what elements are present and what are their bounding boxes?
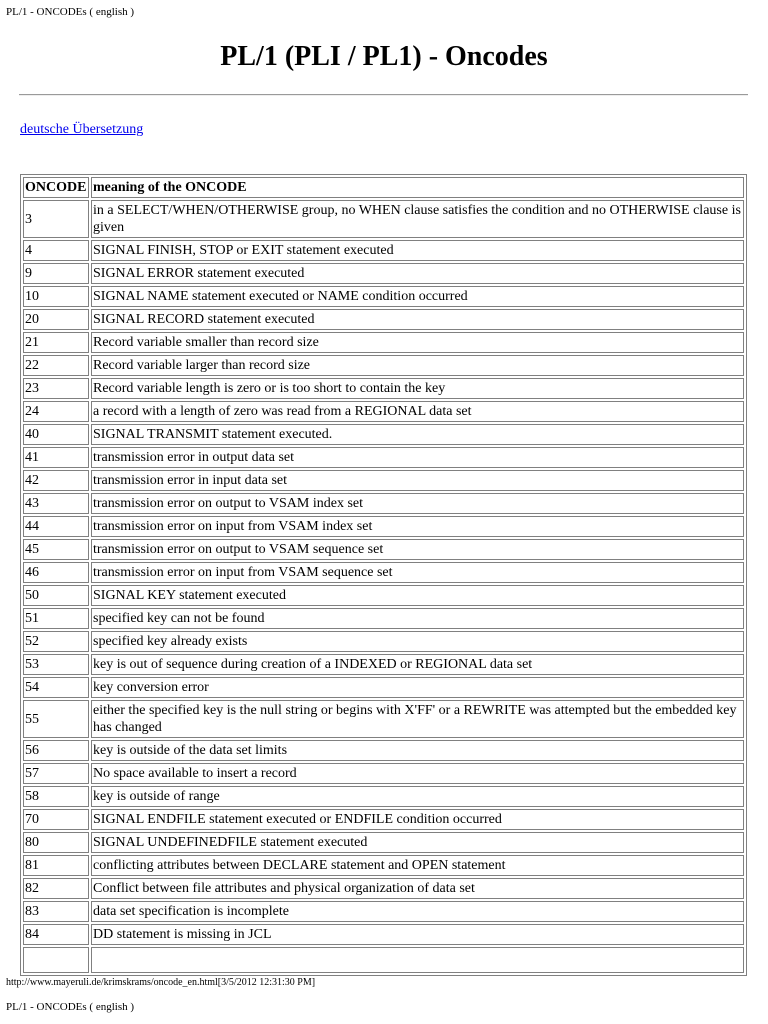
- page-title: PL/1 (PLI / PL1) - Oncodes: [220, 41, 548, 72]
- table-row: [23, 470, 744, 491]
- oncode-cell: 23: [23, 378, 89, 399]
- oncode-cell: 83: [23, 901, 89, 922]
- meaning-cell: No space available to insert a record: [91, 763, 744, 784]
- table-row: [23, 493, 744, 514]
- table-row: [23, 332, 744, 353]
- meaning-cell: SIGNAL RECORD statement executed: [91, 309, 744, 330]
- print-footer-title: PL/1 - ONCODEs ( english ): [6, 1001, 135, 1013]
- oncode-cell: 54: [23, 677, 89, 698]
- table-row: [23, 286, 744, 307]
- oncode-cell: 58: [23, 786, 89, 807]
- oncode-cell: 46: [23, 562, 89, 583]
- oncode-cell: 20: [23, 309, 89, 330]
- meaning-cell: key is outside of the data set limits: [91, 740, 744, 761]
- table-row: [23, 878, 744, 899]
- meaning-cell: either the specified key is the null string or begins with X'FF' or a REWRITE was attempted but the embedded key has changed: [91, 700, 744, 738]
- header-oncode: ONCODE: [23, 177, 89, 198]
- table-row: [23, 447, 744, 468]
- oncode-cell: 3: [23, 200, 89, 238]
- oncode-cell: 41: [23, 447, 89, 468]
- meaning-cell: Conflict between file attributes and physical organization of data set: [91, 878, 744, 899]
- table-row: [23, 424, 744, 445]
- meaning-cell: transmission error on input from VSAM index set: [91, 516, 744, 537]
- table-row: [23, 378, 744, 399]
- meaning-cell: transmission error on output to VSAM index set: [91, 493, 744, 514]
- oncode-cell: 4: [23, 240, 89, 261]
- meaning-cell: in a SELECT/WHEN/OTHERWISE group, no WHEN clause satisfies the condition and no OTHERWISE clause is given: [91, 200, 744, 238]
- horizontal-rule: [19, 94, 748, 96]
- oncode-cell: 43: [23, 493, 89, 514]
- oncode-cell: 82: [23, 878, 89, 899]
- table-row: [23, 240, 744, 261]
- oncode-cell: 50: [23, 585, 89, 606]
- oncode-cell: 10: [23, 286, 89, 307]
- table-row: [23, 585, 744, 606]
- meaning-cell: transmission error in input data set: [91, 470, 744, 491]
- meaning-cell: specified key can not be found: [91, 608, 744, 629]
- oncode-cell: 55: [23, 700, 89, 738]
- table-row: [23, 263, 744, 284]
- table-row: [23, 355, 744, 376]
- table-row: [23, 608, 744, 629]
- print-footer-url: http://www.mayeruli.de/krimskrams/oncode_en.html[3/5/2012 12:31:30 PM]: [6, 977, 316, 988]
- meaning-cell: SIGNAL UNDEFINEDFILE statement executed: [91, 832, 744, 853]
- meaning-cell: SIGNAL TRANSMIT statement executed.: [91, 424, 744, 445]
- print-header: PL/1 - ONCODEs ( english ): [6, 6, 135, 18]
- table-row: [23, 516, 744, 537]
- meaning-cell: a record with a length of zero was read from a REGIONAL data set: [91, 401, 744, 422]
- oncode-cell: 57: [23, 763, 89, 784]
- meaning-cell: transmission error in output data set: [91, 447, 744, 468]
- oncode-cell: 21: [23, 332, 89, 353]
- table-row: [23, 901, 744, 922]
- meaning-cell: transmission error on output to VSAM sequence set: [91, 539, 744, 560]
- header-meaning: meaning of the ONCODE: [91, 177, 744, 198]
- table-row: [23, 654, 744, 675]
- oncode-cell: 44: [23, 516, 89, 537]
- table-row: [23, 855, 744, 876]
- oncode-cell: 84: [23, 924, 89, 945]
- table-row: [23, 809, 744, 830]
- table-row: [23, 740, 744, 761]
- oncode-cell: 70: [23, 809, 89, 830]
- table-row: [23, 631, 744, 652]
- table-row: [23, 677, 744, 698]
- meaning-cell: key is out of sequence during creation of a INDEXED or REGIONAL data set: [91, 654, 744, 675]
- table-body: [23, 200, 744, 973]
- table-row-empty: [23, 947, 744, 973]
- table-row: [23, 763, 744, 784]
- table-row: [23, 832, 744, 853]
- meaning-cell: data set specification is incomplete: [91, 901, 744, 922]
- table-row: [23, 309, 744, 330]
- table-row: [23, 700, 744, 738]
- meaning-cell: Record variable larger than record size: [91, 355, 744, 376]
- meaning-cell: SIGNAL ENDFILE statement executed or ENDFILE condition occurred: [91, 809, 744, 830]
- meaning-cell: specified key already exists: [91, 631, 744, 652]
- table-row: [23, 401, 744, 422]
- meaning-cell: conflicting attributes between DECLARE statement and OPEN statement: [91, 855, 744, 876]
- german-translation-link[interactable]: deutsche Übersetzung: [20, 122, 144, 137]
- oncode-cell: 9: [23, 263, 89, 284]
- oncode-cell: 51: [23, 608, 89, 629]
- meaning-cell: SIGNAL KEY statement executed: [91, 585, 744, 606]
- meaning-cell: SIGNAL NAME statement executed or NAME condition occurred: [91, 286, 744, 307]
- meaning-cell: transmission error on input from VSAM sequence set: [91, 562, 744, 583]
- oncode-cell: 81: [23, 855, 89, 876]
- oncode-cell: 45: [23, 539, 89, 560]
- oncode-table: [20, 174, 747, 976]
- table-row: [23, 539, 744, 560]
- meaning-cell: Record variable length is zero or is too short to contain the key: [91, 378, 744, 399]
- oncode-cell: 53: [23, 654, 89, 675]
- table-row: [23, 924, 744, 945]
- meaning-cell: SIGNAL ERROR statement executed: [91, 263, 744, 284]
- table-row: [23, 562, 744, 583]
- meaning-cell: SIGNAL FINISH, STOP or EXIT statement executed: [91, 240, 744, 261]
- table-row: [23, 200, 744, 238]
- meaning-cell: key is outside of range: [91, 786, 744, 807]
- oncode-cell: 52: [23, 631, 89, 652]
- oncode-cell: 80: [23, 832, 89, 853]
- oncode-cell: 22: [23, 355, 89, 376]
- table-header-row: [23, 177, 744, 198]
- oncode-cell: 56: [23, 740, 89, 761]
- meaning-cell: DD statement is missing in JCL: [91, 924, 744, 945]
- table-row: [23, 786, 744, 807]
- oncode-cell: 42: [23, 470, 89, 491]
- oncode-cell: 40: [23, 424, 89, 445]
- meaning-cell: Record variable smaller than record size: [91, 332, 744, 353]
- meaning-cell: [91, 947, 744, 973]
- meaning-cell: key conversion error: [91, 677, 744, 698]
- oncode-cell: [23, 947, 89, 973]
- oncode-cell: 24: [23, 401, 89, 422]
